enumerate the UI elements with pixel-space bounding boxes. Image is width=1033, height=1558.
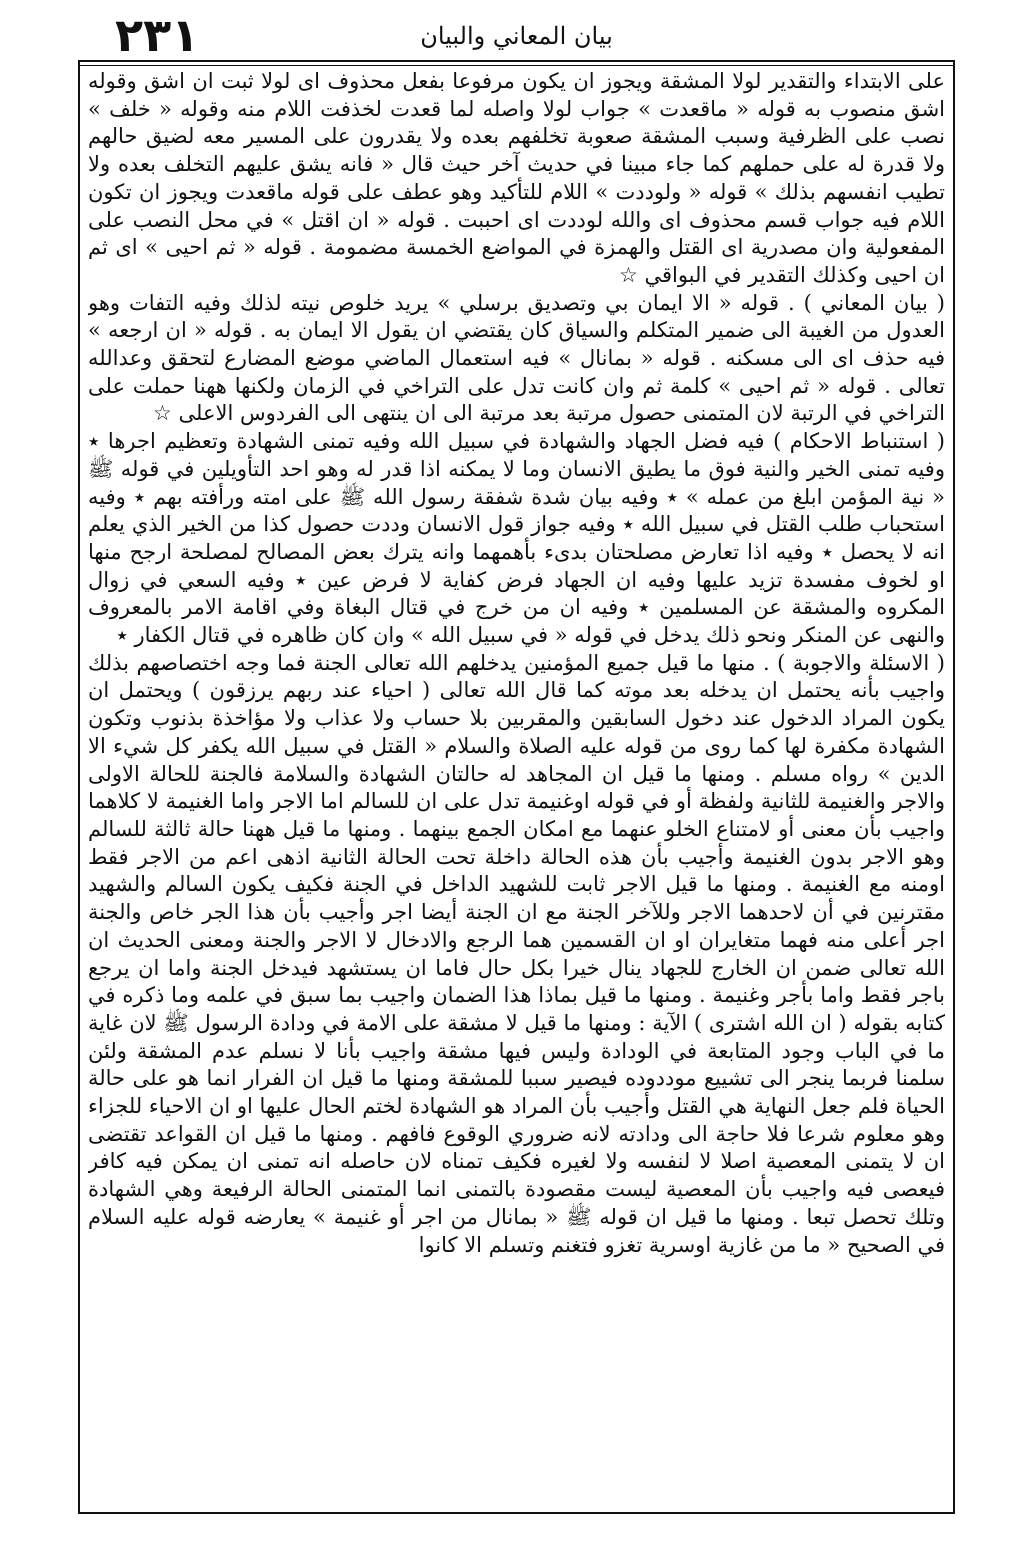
paragraph-istinbat-al-ahkam: ( استنباط الاحكام ) فيه فضل الجهاد والشهادة في سبيل الله وفيه تمنى الشهادة وتعظيم اجرها ٭ وفيه تمنى الخير والنية فوق ما يطيق الانسان وما لا يمكنه اذا قدر له وهو احد التأويلين في قوله ﷺ « نية المؤمن ابلغ من عمله » ٭ وفيه بيان شدة شفقة رسول الله ﷺ على امته ورأفته بهم ٭ وفيه استحباب طلب القتل في سبيل الله ٭ وفيه جواز قول الانسان وددت حصول كذا من الخير الذي يعلم انه لا يحصل ٭ وفيه اذا تعارض مصلحتان بدىء بأهمهما وانه يترك بعض المصالح لمصلحة ارجح منها او لخوف مفسدة تزيد عليها وفيه ان الجهاد فرض كفاية لا فرض عين ٭ وفيه السعي في زوال المكروه والمشقة عن المسلمين ٭ وفيه ان من خرج في قتال البغاة وفي اقامة الامر بالمعروف والنهى عن المنكر ونحو ذلك يدخل في قوله « في سبيل الله » وان كان ظاهره في قتال الكفار ٭	[88, 429, 945, 648]
page-body	[88, 68, 945, 1508]
frame-right-rule	[953, 60, 955, 1514]
running-title: بيان المعاني والبيان	[420, 22, 613, 50]
page-header	[75, 6, 958, 66]
footer-rule	[80, 1512, 953, 1514]
paragraph-bayan-al-maani: ( بيان المعاني ) . قوله « الا ايمان بي وتصديق برسلي » يريد خلوص نيته لذلك وفيه التفات وهو العدول من الغيبة الى ضمير المتكلم والسياق كان يقتضي ان يقول الا ايمان به . قوله « ان ارجعه » فيه حذف اى الى مسكنه . قوله « بمانال » فيه استعمال الماضي موضع المضارع لتحقق وعدالله تعالى . قوله « ثم احيى » كلمة ثم وان كانت تدل على التراخي في الزمان ولكنها ههنا حملت على التراخي في الرتبة لان المتمنى حصول مرتبة بعد مرتبة الى ان ينتهى الى الفردوس الاعلى ☆	[88, 290, 945, 426]
header-rule-thin	[80, 65, 953, 66]
header-rule	[80, 60, 953, 62]
frame-left-rule	[78, 60, 80, 1514]
paragraph-grammar-notes: على الابتداء والتقدير لولا المشقة ويجوز ان يكون مرفوعا بفعل محذوف اى لولا ثبت ان اشق وقوله اشق منصوب به قوله « ماقعدت » جواب لولا واصله لما قعدت لخذفت اللام منه وقوله « خلف » نصب على الظرفية وسبب المشقة صعوبة تخلفهم بعده ولا يقدرون على المسير معه لضيق حالهم ولا قدرة له على حملهم كما جاء مبينا في حديث آخر حيث قال « فانه يشق عليهم التخلف بعده ولا تطيب انفسهم بذلك » قوله « ولوددت » اللام للتأكيد وهو عطف على قوله ماقعدت ويجوز ان تكون اللام فيه جواب قسم محذوف اى والله لوددت اى احببت . قوله « ان اقتل » في محل النصب على المفعولية وان مصدرية اى القتل والهمزة في المواضع الخمسة مضمومة . قوله « ثم احيى » اى ثم ان احيى وكذلك التقدير في البواقي ☆	[88, 69, 945, 287]
paragraph-questions-answers: ( الاسئلة والاجوبة ) . منها ما قيل جميع المؤمنين يدخلهم الله تعالى الجنة فما وجه اختصاصهم بذلك واجيب بأنه يحتمل ان يدخله بعد موته كما قال الله تعالى ( احياء عند ربهم يرزقون ) ويحتمل ان يكون المراد الدخول عند دخول السابقين والمقربين بلا حساب ولا عذاب ولا مؤاخذة بذنوب وتكون الشهادة مكفرة لها كما روى من قوله عليه الصلاة والسلام « القتل في سبيل الله يكفر كل شيء الا الدين » رواه مسلم . ومنها ما قيل ان المجاهد له حالتان الشهادة والسلامة فالجنة للحالة الاولى والاجر والغنيمة للثانية ولفظة أو في قوله اوغنيمة تدل على ان للسالم اما الاجر واما الغنيمة لا كلاهما واجيب بأن معنى أو لامتناع الخلو عنهما مع امكان الجمع بينهما . ومنها ما قيل ههنا حالة ثالثة للسالم وهو الاجر بدون الغنيمة وأجيب بأن هذه الحالة داخلة تحت الحالة الثانية اذهى اعم من الاجر فقط اومنه مع الغنيمة . ومنها ما قيل الاجر ثابت للشهيد الداخل في الجنة فكيف يكون السالم والشهيد مقترنين في أن لاحدهما الاجر وللآخر الجنة مع ان الجنة أيضا اجر وأجيب بأن هذا الجر خاص والجنة اجر أعلى منه فهما متغايران او ان القسمين هما الرجع والادخال لا الاجر والجنة ومعنى الحديث ان الله تعالى ضمن ان الخارج للجهاد ينال خيرا بكل حال فاما ان يستشهد فيدخل الجنة واما ان يرجع باجر فقط واما بأجر وغنيمة . ومنها ما قيل بماذا هذا الضمان واجيب بما سبق في علمه وما ذكره في كتابه بقوله ( ان الله اشترى ) الآية : ومنها ما قيل لا مشقة على الامة في ودادة الرسول ﷺ لان غاية ما في الباب وجود المتابعة في الودادة وليس فيها مشقة واجيب بأنا لا نسلم عدم المشقة ولئن سلمنا فربما ينجر الى تشييع موددوده فيصير سببا للمشقة ومنها ما قيل ان الفرار انما هو على حالة الحياة فلم جعل النهاية هي القتل وأجيب بأن المراد هو الشهادة لختم الحال عليها او ان الاحياء للجزاء وهو معلوم شرعا فلا حاجة الى ودادته لانه ضروري الوقوع فافهم . ومنها ما قيل ان القواعد تقتضى ان لا يتمنى المعصية اصلا لا لنفسه ولا لغيره فكيف تمناه لان حاصله انه تمنى ان يمكن فيه كافر فيعصى فيه واجيب بأن المعصية ليست مقصودة بالتمنى انما المتمنى الحالة الرفيعة وهي الشهادة وتلك تحصل تبعا . ومنها ما قيل ان قوله ﷺ « بمانال من اجر أو غنيمة » يعارضه قوله عليه السلام في الصحيح « ما من غازية اوسرية تغزو فتغنم وتسلم الا كانوا	[88, 650, 945, 1257]
page-number: ٢٣١	[115, 8, 200, 62]
